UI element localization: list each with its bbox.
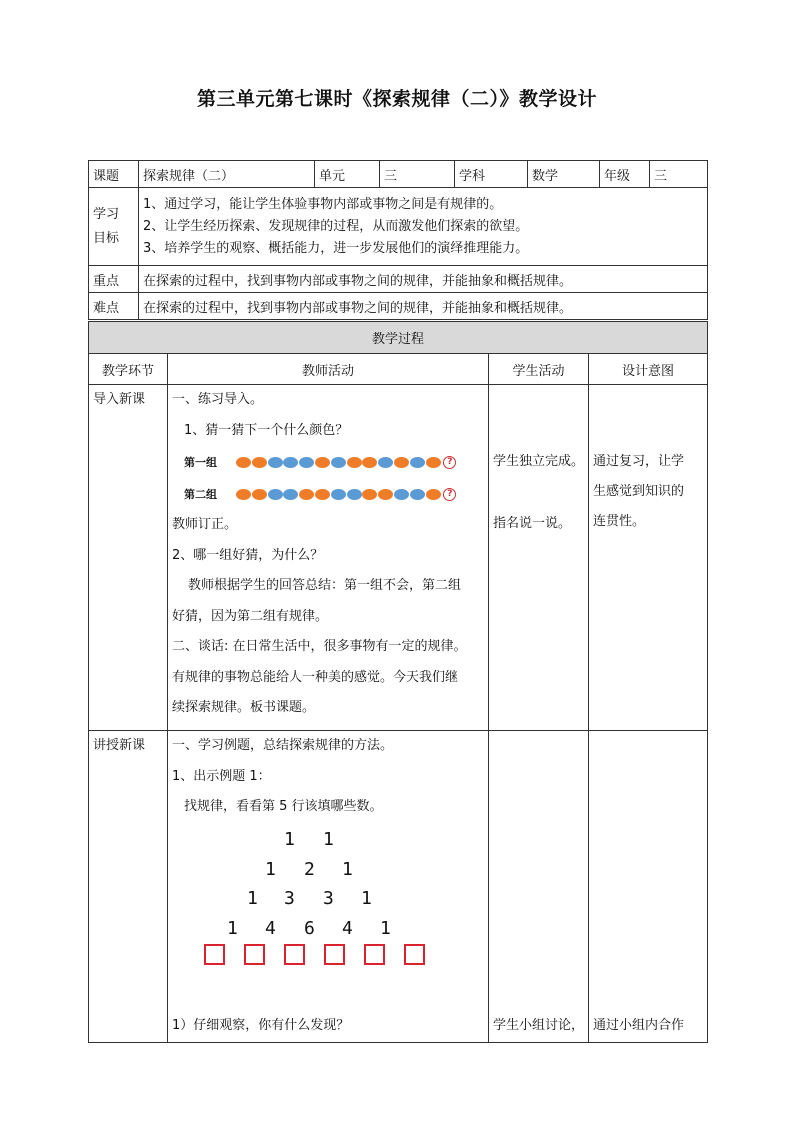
blue-bead: [299, 457, 314, 468]
triangle-number: 1: [323, 828, 334, 850]
intent-line: 通过复习，让学: [593, 454, 685, 469]
goals-list: [139, 188, 708, 266]
key-label: 重点: [89, 266, 139, 293]
intro-teacher-activity: [168, 385, 489, 731]
intro-line: 有规律的事物总能给人一种美的感觉。今天我们继: [172, 669, 459, 685]
triangle-number: 4: [342, 917, 353, 939]
orange-bead: [252, 457, 267, 468]
triangle-number: 3: [323, 887, 334, 909]
intro-student-activity: [489, 385, 589, 731]
orange-bead: [378, 489, 393, 500]
teach-stage-label: 讲授新课: [93, 738, 146, 753]
group1-dots: [236, 457, 441, 468]
student-line: 学生小组讨论，: [493, 1018, 585, 1033]
header-student: 学生活动: [489, 354, 589, 385]
grade-label: 年级: [600, 161, 650, 188]
group1-label: 第一组: [184, 456, 217, 469]
intro-line: 一、练习导入。: [172, 392, 264, 407]
intro-line: 1、猜一猜下一个什么颜色？: [184, 422, 349, 438]
teach-design-intent: [589, 731, 708, 1043]
triangle-number: 1: [247, 887, 258, 909]
teach-line: 一、学习例题，总结探索规律的方法。: [172, 738, 394, 753]
info-table: [88, 160, 708, 320]
triangle-number: 3: [284, 887, 295, 909]
orange-bead: [362, 457, 377, 468]
triangle-number: 1: [265, 858, 276, 880]
triangle-number: 1: [227, 917, 238, 939]
blue-bead: [378, 457, 393, 468]
blue-bead: [283, 489, 298, 500]
blue-bead: [394, 489, 409, 500]
unit-value: 三: [380, 161, 455, 188]
blue-bead: [283, 457, 298, 468]
goal-item: 1、通过学习，能让学生体验事物内部或事物之间是有规律的。: [143, 196, 503, 212]
intro-line: 2、哪一组好猜，为什么？: [172, 547, 324, 563]
triangle-number: 1: [342, 858, 353, 880]
teach-line: 1）仔细观察，你有什么发现？: [172, 1018, 350, 1033]
intro-line: 续探索规律。板书课题。: [172, 700, 316, 715]
intent-line: 通过小组内合作: [593, 1018, 685, 1033]
blue-bead: [268, 489, 283, 500]
grade-value: 三: [650, 161, 708, 188]
orange-bead: [252, 489, 267, 500]
goals-label-line1: 学习: [93, 206, 120, 222]
orange-bead: [236, 489, 251, 500]
student-line: 指名说一说。: [493, 516, 572, 531]
teach-line: 1、出示例题 1：: [172, 768, 271, 784]
process-table: [88, 321, 708, 1043]
answer-box: [404, 944, 425, 965]
student-line: 学生独立完成。: [493, 454, 585, 469]
group2-label: 第二组: [184, 488, 217, 501]
number-triangle: [172, 829, 484, 979]
group1-row: [172, 446, 484, 478]
blue-bead: [331, 489, 346, 500]
intro-line: 好猜，因为第二组有规律。: [172, 608, 329, 624]
answer-box: [284, 944, 305, 965]
difficult-value: 在探索的过程中，找到事物内部或事物之间的规律，并能抽象和概括规律。: [139, 293, 708, 320]
answer-box: [364, 944, 385, 965]
answer-box: [244, 944, 265, 965]
process-band: 教学过程: [89, 322, 708, 354]
orange-bead: [394, 457, 409, 468]
question-icon: ?: [443, 456, 456, 469]
orange-bead: [426, 489, 441, 500]
question-icon: ?: [443, 488, 456, 501]
intro-stage: [89, 385, 168, 731]
header-stage: 教学环节: [89, 354, 168, 385]
blue-bead: [331, 457, 346, 468]
header-intent: 设计意图: [589, 354, 708, 385]
blue-bead: [410, 457, 425, 468]
group2-dots: [236, 489, 441, 500]
topic-label: 课题: [89, 161, 139, 188]
orange-bead: [315, 489, 330, 500]
blue-bead: [410, 489, 425, 500]
page-title: 第三单元第七课时《探索规律（二）》教学设计: [196, 88, 597, 110]
triangle-number: 2: [304, 858, 315, 880]
goal-item: 3、培养学生的观察、概括能力，进一步发展他们的演绎推理能力。: [143, 240, 529, 256]
intro-line: 二、谈话: 在日常生活中，很多事物有一定的规律。: [172, 639, 467, 654]
answer-box: [204, 944, 225, 965]
intent-line: 连贯性。: [593, 514, 646, 529]
intro-line: 教师根据学生的回答总结：第一组不会，第二组: [188, 578, 462, 593]
topic-value: 探索规律（二）: [139, 161, 315, 188]
intro-stage-label: 导入新课: [93, 392, 146, 407]
goal-item: 2、让学生经历探索、发现规律的过程，从而激发他们探索的欲望。: [143, 218, 529, 234]
subject-value: 数学: [528, 161, 600, 188]
goals-label: [89, 188, 139, 266]
difficult-label: 难点: [89, 293, 139, 320]
triangle-number: 1: [284, 828, 295, 850]
triangle-number: 6: [304, 917, 315, 939]
goals-label-line2: 目标: [93, 230, 120, 246]
group2-row: [172, 478, 484, 510]
key-value: 在探索的过程中，找到事物内部或事物之间的规律，并能抽象和概括规律。: [139, 266, 708, 293]
triangle-number: 1: [380, 917, 391, 939]
blue-bead: [347, 489, 362, 500]
subject-label: 学科: [455, 161, 528, 188]
teach-line: 找规律，看看第 5 行该填哪些数。: [184, 799, 383, 814]
triangle-number: 4: [265, 917, 276, 939]
intro-line: 教师订正。: [172, 517, 238, 532]
orange-bead: [347, 457, 362, 468]
unit-label: 单元: [315, 161, 380, 188]
triangle-number: 1: [361, 887, 372, 909]
orange-bead: [315, 457, 330, 468]
teach-student-activity: [489, 731, 589, 1043]
teach-stage: [89, 731, 168, 1043]
intro-design-intent: [589, 385, 708, 731]
answer-box: [324, 944, 345, 965]
orange-bead: [362, 489, 377, 500]
teach-teacher-activity: [168, 731, 489, 1043]
intent-line: 生感觉到知识的: [593, 484, 685, 499]
orange-bead: [236, 457, 251, 468]
orange-bead: [299, 489, 314, 500]
blue-bead: [268, 457, 283, 468]
header-teacher: 教师活动: [168, 354, 489, 385]
orange-bead: [426, 457, 441, 468]
